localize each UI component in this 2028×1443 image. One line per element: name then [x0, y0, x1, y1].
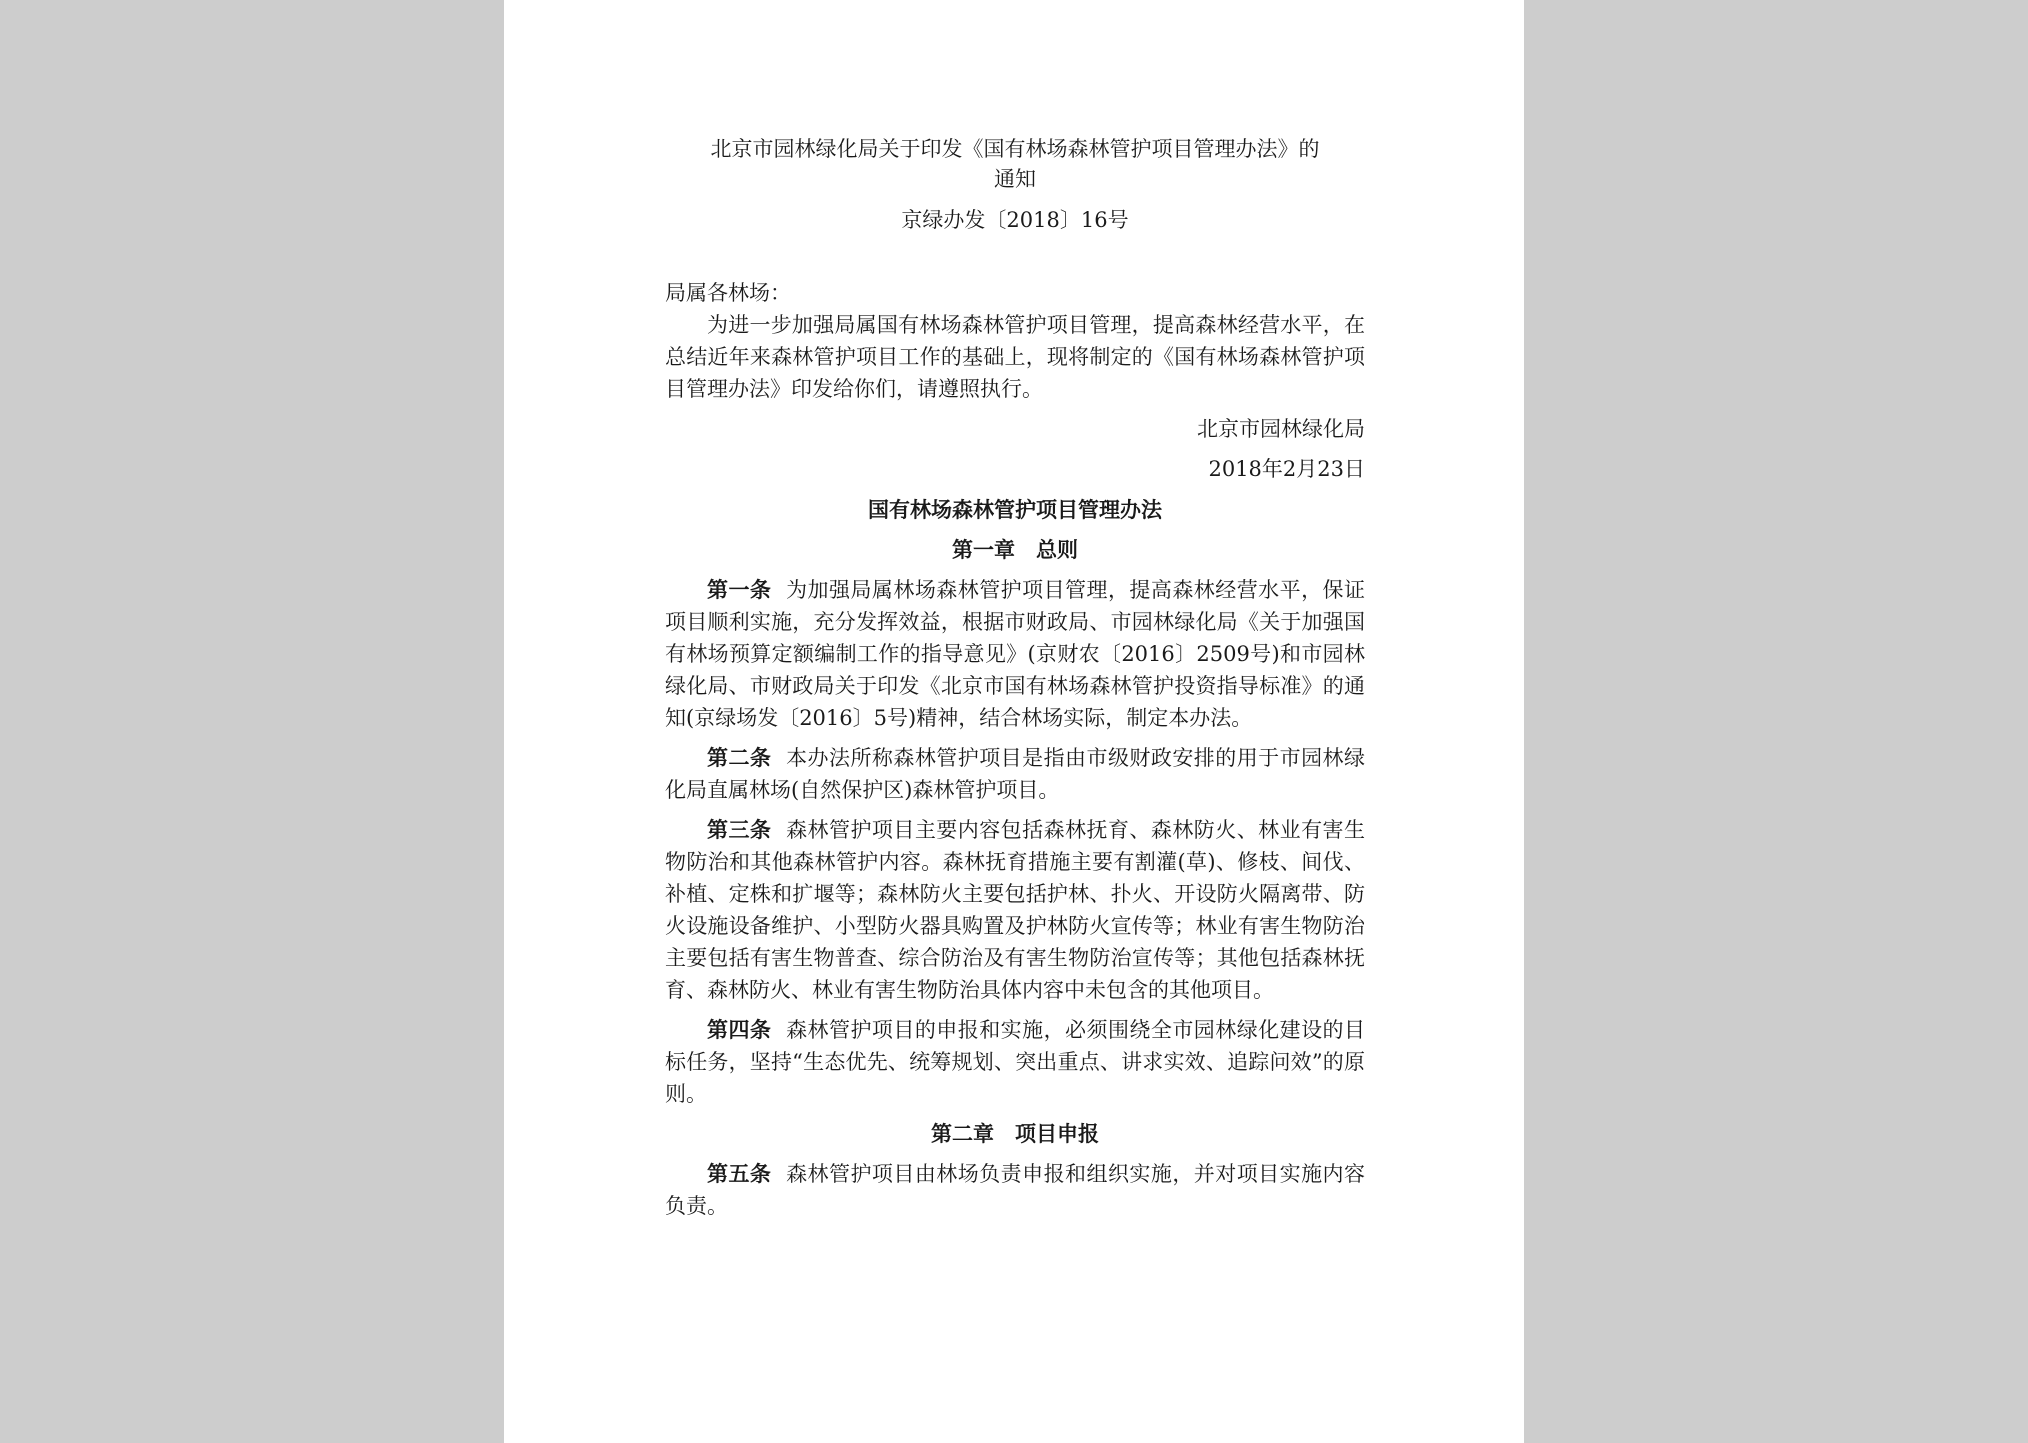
document-page	[504, 0, 1524, 1443]
article-text: 为加强局属林场森林管护项目管理，提高森林经营水平，保证项目顺利实施，充分发挥效益，根据市财政局、市园林绿化局《关于加强国有林场预算定额编制工作的指导意见》(京财农〔2016〕2509号)和市园林绿化局、市财政局关于印发《北京市国有林场森林管护投资指导标准》的通知(京绿场发〔2016〕5号)精神，结合林场实际，制定本办法。	[665, 578, 1366, 730]
issuer-signature: 北京市园林绿化局	[1197, 417, 1365, 441]
article-3	[665, 814, 1365, 1006]
intro-paragraph: 为进一步加强局属国有林场森林管护项目管理，提高森林经营水平，在总结近年来森林管护项目工作的基础上，现将制定的《国有林场森林管护项目管理办法》印发给你们，请遵照执行。	[665, 313, 1365, 401]
article-4	[665, 1014, 1365, 1110]
article-text: 本办法所称森林管护项目是指由市级财政安排的用于市园林绿化局直属林场(自然保护区)森林管护项目。	[665, 746, 1366, 802]
chapter-heading-2: 第二章 项目申报	[931, 1121, 1099, 1146]
article-1	[665, 574, 1365, 734]
article-text: 森林管护项目由林场负责申报和组织实施，并对项目实施内容负责。	[665, 1162, 1366, 1218]
article-5	[665, 1158, 1365, 1222]
article-text: 森林管护项目的申报和实施，必须围绕全市园林绿化建设的目标任务，坚持“生态优先、统筹规划、突出重点、讲求实效、追踪问效”的原则。	[665, 1018, 1366, 1106]
document-title-line1: 北京市园林绿化局关于印发《国有林场森林管护项目管理办法》的	[710, 137, 1320, 161]
chapter-heading-1: 第一章 总则	[952, 537, 1078, 562]
article-label: 第三条	[707, 817, 772, 842]
measures-title: 国有林场森林管护项目管理办法	[868, 497, 1162, 522]
addressee: 局属各林场：	[665, 281, 791, 305]
article-label: 第一条	[707, 577, 772, 602]
article-label: 第二条	[707, 745, 772, 770]
article-label: 第五条	[707, 1161, 772, 1186]
document-title-line2: 通知	[994, 167, 1036, 191]
article-2	[665, 742, 1365, 806]
issue-date: 2018年2月23日	[1208, 457, 1365, 481]
article-label: 第四条	[707, 1017, 772, 1042]
document-number: 京绿办发〔2018〕16号	[901, 208, 1129, 232]
article-text: 森林管护项目主要内容包括森林抚育、森林防火、林业有害生物防治和其他森林管护内容。森林抚育措施主要有割灌(草)、修枝、间伐、补植、定株和扩堰等；森林防火主要包括护林、扑火、开设防火隔离带、防火设施设备维护、小型防火器具购置及护林防火宣传等；林业有害生物防治主要包括有害生物普查、综合防治及有害生物防治宣传等；其他包括森林抚育、森林防火、林业有害生物防治具体内容中未包含的其他项目。	[665, 818, 1366, 1002]
document-body	[665, 134, 1365, 1222]
